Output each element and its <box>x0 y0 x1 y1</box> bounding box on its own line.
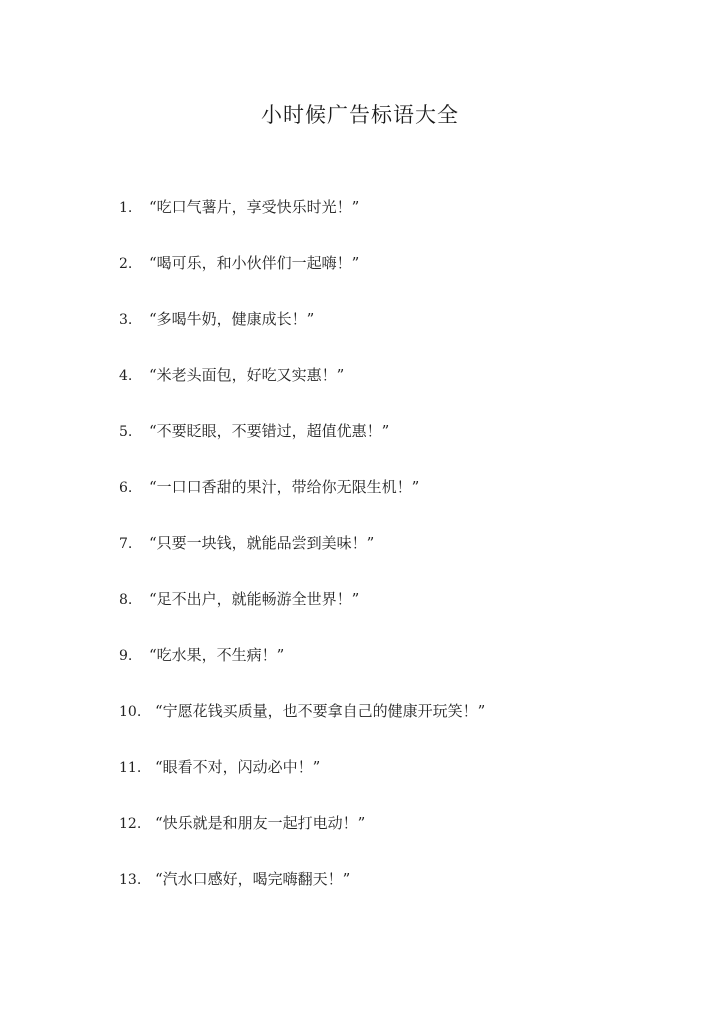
item-text: “吃水果，不生病！” <box>149 646 285 664</box>
item-number: 10. <box>119 704 142 720</box>
list-item <box>119 641 679 697</box>
list-item <box>119 585 679 641</box>
list-item <box>119 529 679 585</box>
list-item <box>119 753 679 809</box>
item-text: “一口口香甜的果汁，带给你无限生机！” <box>149 478 420 496</box>
item-text: “只要一块钱，就能品尝到美味！” <box>149 534 375 552</box>
item-number: 5. <box>119 424 133 440</box>
list-item <box>119 809 679 865</box>
list-item <box>119 697 679 753</box>
slogan-list <box>119 193 679 921</box>
list-item <box>119 249 679 305</box>
item-text: “汽水口感好，喝完嗨翻天！” <box>155 870 351 888</box>
item-text: “喝可乐，和小伙伴们一起嗨！” <box>149 254 360 272</box>
item-text: “宁愿花钱买质量，也不要拿自己的健康开玩笑！” <box>155 702 486 720</box>
item-number: 11. <box>119 760 142 776</box>
item-number: 3. <box>119 312 133 328</box>
list-item <box>119 193 679 249</box>
item-number: 9. <box>119 648 133 664</box>
list-item <box>119 865 679 921</box>
item-text: “眼看不对，闪动必中！” <box>155 758 321 776</box>
item-number: 6. <box>119 480 133 496</box>
item-number: 12. <box>119 816 142 832</box>
list-item <box>119 417 679 473</box>
item-text: “多喝牛奶，健康成长！” <box>149 310 315 328</box>
document-title: 小时候广告标语大全 <box>261 103 459 128</box>
item-text: “吃口气薯片，享受快乐时光！” <box>149 198 360 216</box>
item-number: 4. <box>119 368 133 384</box>
item-text: “不要眨眼，不要错过，超值优惠！” <box>149 422 390 440</box>
list-item <box>119 361 679 417</box>
list-item <box>119 473 679 529</box>
item-text: “快乐就是和朋友一起打电动！” <box>155 814 366 832</box>
item-text: “足不出户，就能畅游全世界！” <box>149 590 360 608</box>
item-text: “米老头面包，好吃又实惠！” <box>149 366 345 384</box>
item-number: 1. <box>119 200 133 216</box>
item-number: 7. <box>119 536 133 552</box>
item-number: 8. <box>119 592 133 608</box>
item-number: 2. <box>119 256 133 272</box>
item-number: 13. <box>119 872 142 888</box>
list-item <box>119 305 679 361</box>
